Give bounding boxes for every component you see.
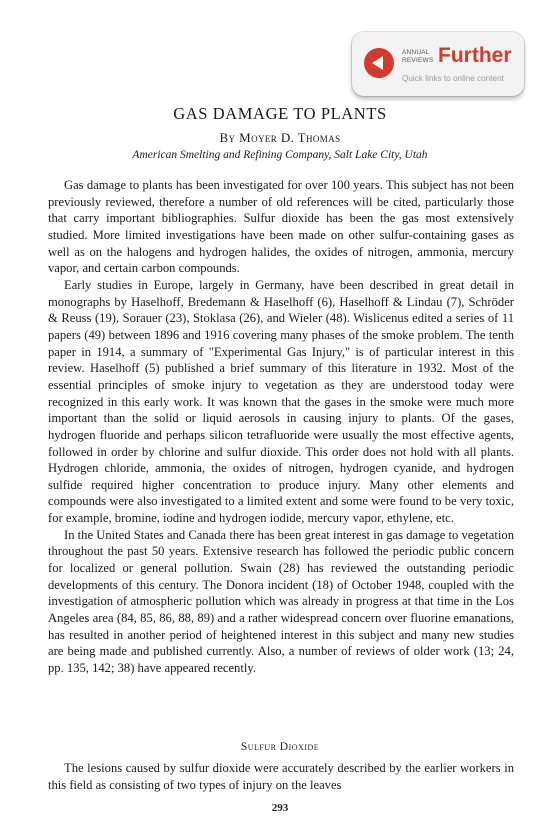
- author-affiliation: American Smelting and Refining Company, Salt Lake City, Utah: [132, 149, 428, 161]
- paragraph-europe: Early studies in Europe, largely in Germany, have been described in great detail in monographs by Haselhoff, Bredemann & Haselhoff (6), Haselhoff & Lindau (7), Schröder & Reuss (19), Sorauer (23), Stoklasa (26), and Wieler (48). Wislicenus edited a series of 11 papers (49) between 1896 and 1916 covering many phases of the smoke problem. The tenth paper in 1914, a summary of "Experimental Gas Injury," is of particular interest in this review. Haselhoff (5) published a brief summary of this literature in 1932. Most of the essential principles of smoke injury to vegetation as they are understood today were recognized in this early work. It was known that the gases in the smoke were much more important than the solid or liquid aerosols in causing injury to plants. Of the gases, hydrogen fluoride and perhaps silicon tetrafluoride were usually the most effective agents, followed in order by chlorine and sulfur dioxide. This order does not hold with all plants. Hydrogen chloride, ammonia, the oxides of nitrogen, hydrogen cyanide, and hydrogen sulfide required higher concentration to produce injury. Many other elements and compounds were also investigated to a limited extent and some were found to be very toxic, for example, bromine, iodine and hydrogen iodide, mercury vapor, ethylene, etc.: [48, 277, 514, 526]
- play-arrow-icon: [364, 48, 394, 78]
- paragraph-sulfur-dioxide: The lesions caused by sulfur dioxide were accurately described by the earlier workers in this field as consisting of two types of injury on the leaves: [48, 761, 514, 792]
- series-line-2: REVIEWS: [402, 56, 434, 64]
- article-author: By Moyer D. Thomas: [219, 130, 341, 145]
- article-title: GAS DAMAGE TO PLANTS: [173, 104, 387, 123]
- further-links-banner[interactable]: [352, 32, 524, 96]
- paragraph-north-america: In the United States and Canada there has been great interest in gas damage to vegetation throughout the past 50 years. Extensive research has followed the periodic public concern for localized or general pollution. Swain (28) has reviewed the outstanding periodic developments of this century. The Donora incident (18) of October 1948, coupled with the investigation of atmospheric pollution which was already in progress at that time in the Los Angeles area (84, 85, 86, 88, 89) and a rather widespread concern over fluorine emanations, has resulted in another period of heightened interest in this subject and many new studies are being made and published currently. Also, a number of reviews of older work (13; 24, pp. 135, 142; 38) have appeared recently.: [48, 527, 514, 676]
- paragraph-intro: Gas damage to plants has been investigated for over 100 years. This subject has not been previously reviewed, therefore a number of old references will be cited, particularly those that carry important bibliographies. Sulfur dioxide has been the gas most extensively studied. More limited investigations have been made on other sulfur-containing gases as well as on the halogens and hydrogen halides, the oxides of nitrogen, ammonia, mercury vapor, and certain carbon compounds.: [48, 178, 514, 276]
- page-number: 293: [271, 802, 289, 814]
- section-body: [48, 760, 514, 793]
- further-label: Further: [438, 44, 512, 67]
- section-heading: Sulfur Dioxide: [240, 741, 320, 753]
- article-body: [48, 177, 514, 677]
- series-line-1: ANNUAL: [402, 49, 430, 56]
- annual-reviews-logo: [402, 49, 432, 64]
- quick-links-tagline: Quick links to online content: [402, 74, 504, 83]
